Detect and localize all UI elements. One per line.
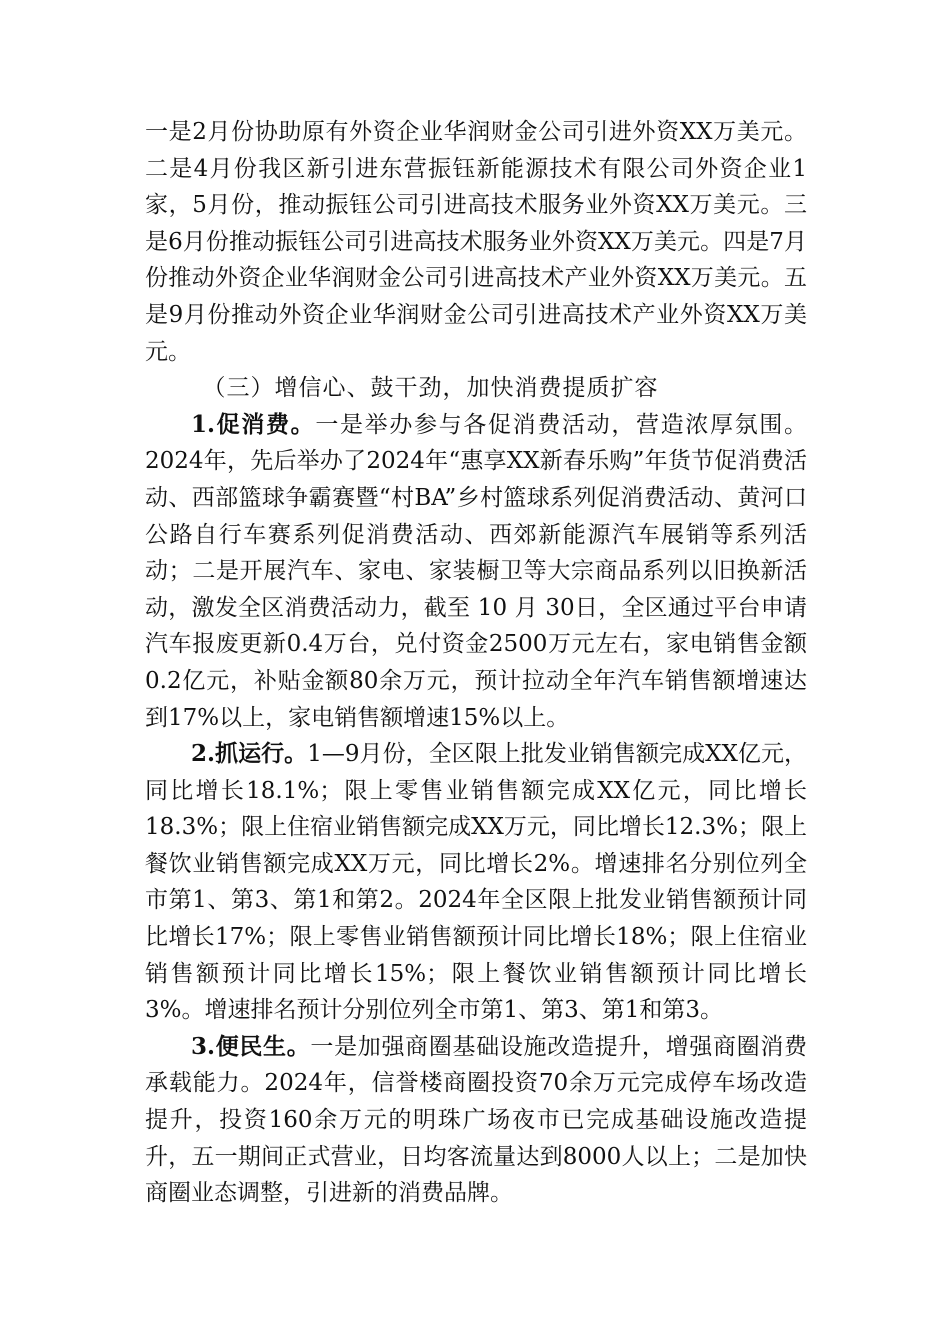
document-body (145, 114, 807, 1212)
paragraph-operations (145, 736, 807, 1029)
paragraph-livelihood (145, 1029, 807, 1212)
paragraph-foreign-investment: 一是2月份协助原有外资企业华润财金公司引进外资XX万美元。二是4月份我区新引进东营振钰新能源技术有限公司外资企业1家，5月份，推动振钰公司引进高技术服务业外资XX万美元。三是6月份推动振钰公司引进高技术服务业外资XX万美元。四是7月份推动外资企业华润财金公司引进高技术产业外资XX万美元。五是9月份推动外资企业华润财金公司引进高技术产业外资XX万美元。 (145, 119, 807, 365)
item-3-lead: 3.便民生。 (191, 1032, 311, 1060)
item-1-body: 一是举办参与各促消费活动，营造浓厚氛围。2024年，先后举办了2024年“惠享XX新春乐购”年货节促消费活动、西部篮球争霸赛暨“村BA”乡村篮球系列促消费活动、黄河口公路自行车赛系列促消费活动、西郊新能源汽车展销等系列活动；二是开展汽车、家电、家装橱卫等大宗商品系列以旧换新活动，激发全区消费活动力，截至 10 月 30日，全区通过平台申请汽车报废更新0.4万台，兑付资金2500万元左右，家电销售金额0.2亿元，补贴金额80余万元，预计拉动全年汽车销售额增速达到17%以上，家电销售额增速15%以上。 (145, 411, 807, 731)
item-3-body: 一是加强商圈基础设施改造提升，增强商圈消费承载能力。2024年，信誉楼商圈投资70余万元完成停车场改造提升，投资160余万元的明珠广场夜市已完成基础设施改造提升，五一期间正式营业，日均客流量达到8000人以上；二是加快商圈业态调整，引进新的消费品牌。 (145, 1033, 808, 1207)
item-2-lead: 2.抓运行。 (191, 740, 308, 768)
section-heading: （三）增信心、鼓干劲，加快消费提质扩容 (202, 375, 659, 402)
item-2-body: 1—9月份，全区限上批发业销售额完成XX亿元，同比增长18.1%；限上零售业销售额完成XX亿元，同比增长18.3%；限上住宿业销售额完成XX万元，同比增长12.3%；限上餐饮业销售额完成XX万元，同比增长2%。增速排名分别位列全市第1、第3、第1和第2。2024年全区限上批发业销售额预计同比增长17%；限上零售业销售额预计同比增长18%；限上住宿业销售额预计同比增长15%；限上餐饮业销售额预计同比增长3%。增速排名预计分别位列全市第1、第3、第1和第3。 (145, 741, 808, 1024)
paragraph-promote-consumption (145, 407, 807, 736)
item-1-lead: 1.促消费。 (191, 410, 316, 438)
